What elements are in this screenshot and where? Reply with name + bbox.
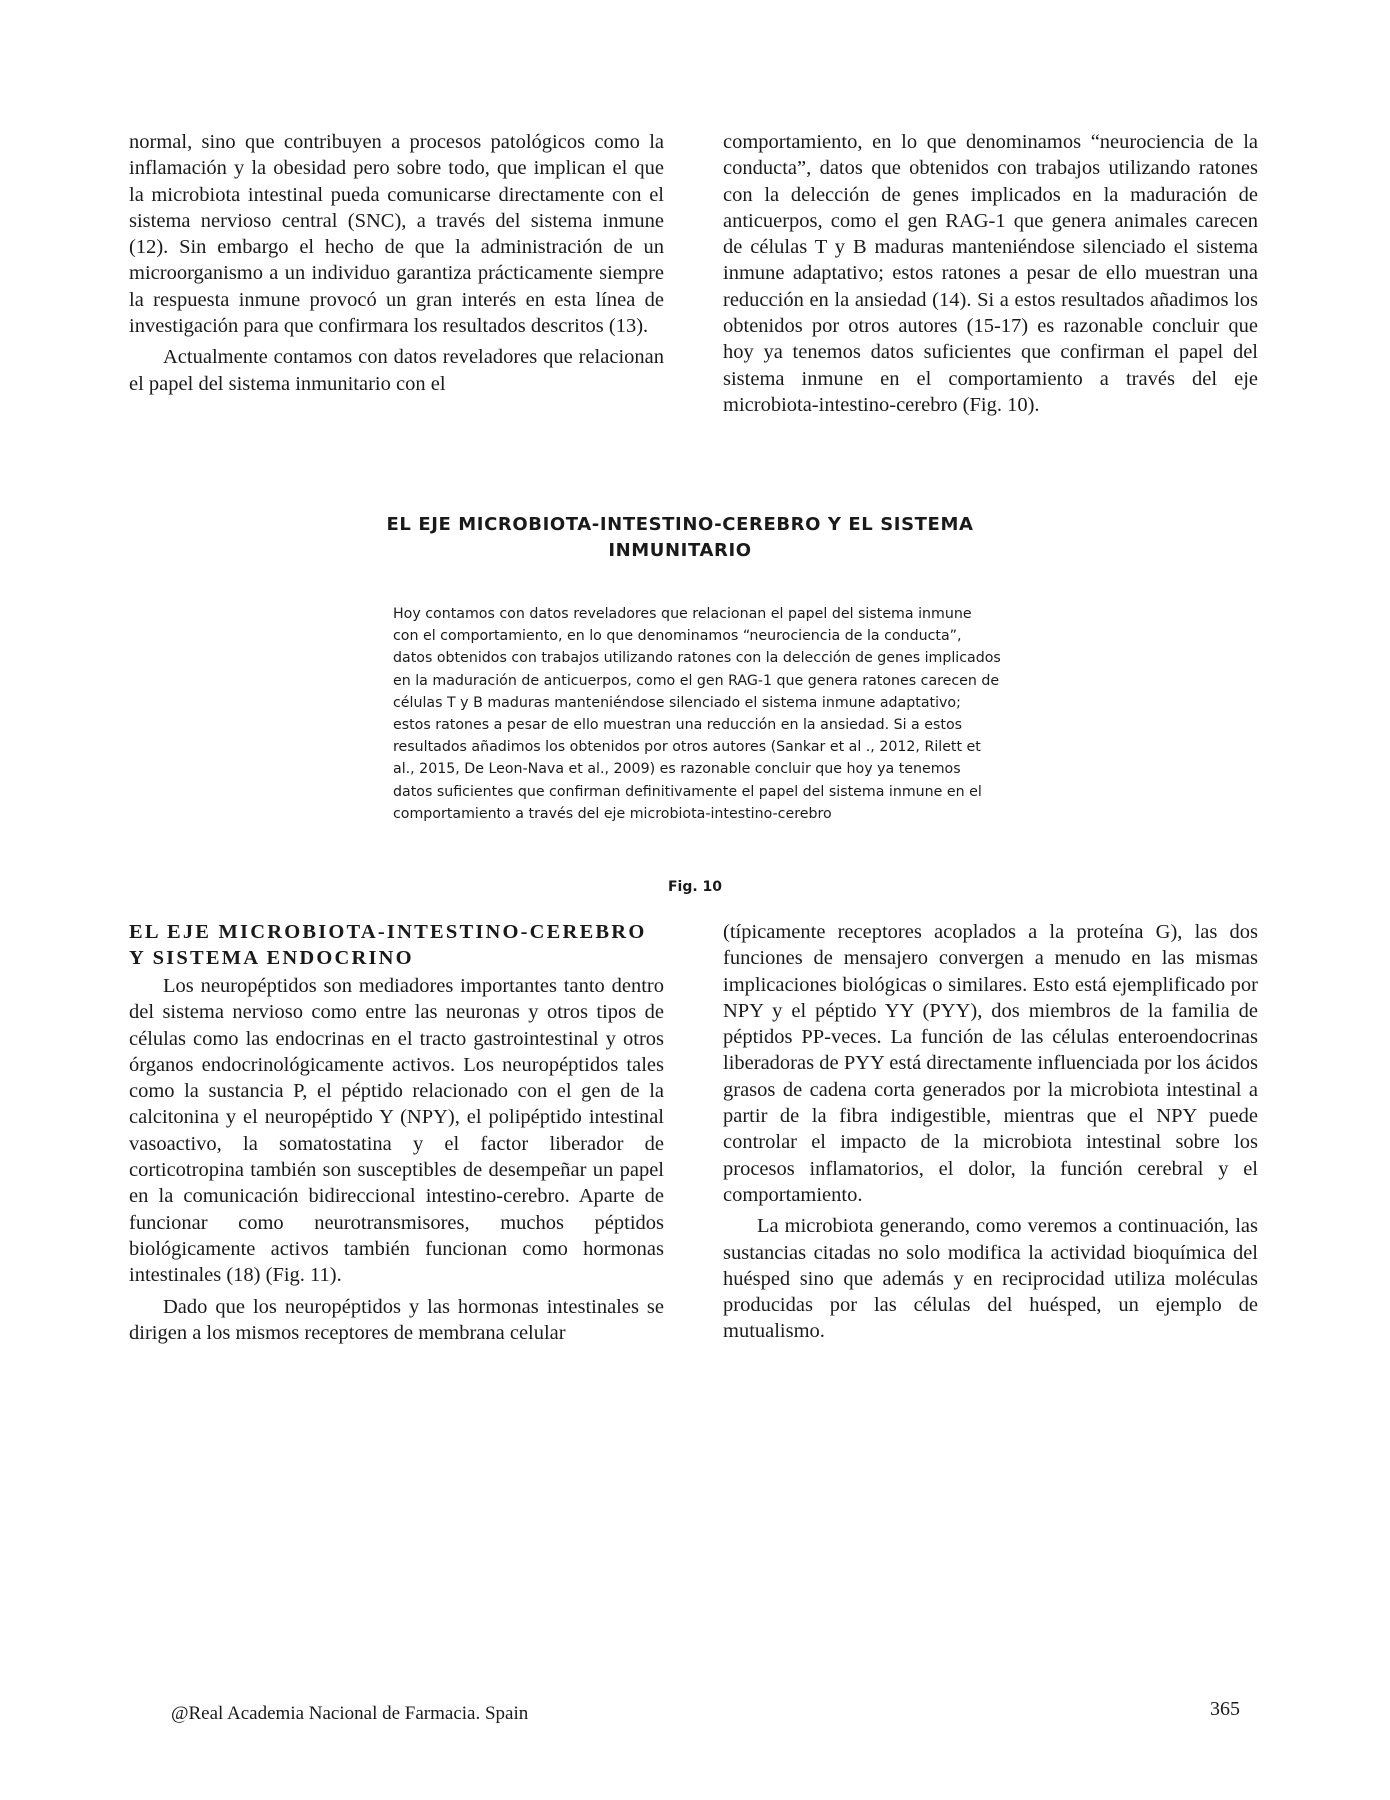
paragraph: Actualmente contamos con datos reveladores que relacionan el papel del sistema inmunitario con el xyxy=(129,346,664,395)
footer-copyright: @Real Academia Nacional de Farmacia. Spain xyxy=(171,1703,529,1724)
paragraph: Los neuropéptidos son mediadores importantes tanto dentro del sistema nervioso como entre las neuronas y otros tipos de células como las endocrinas en el tracto gastrointestinal y otros órganos endocrinológicamente activos. Los neuropéptidos tales como la sustancia P, el péptido relacionado con el gen de la calcitonina y el neuropéptido Y (NPY), el polipéptido intestinal vasoactivo, la somatostatina y el factor liberador de corticotropina también son susceptibles de desempeñar un papel en la comunicación bidireccional intestino-cerebro. Aparte de funcionar como neurotransmisores, muchos péptidos biológicamente activos también funcionan como hormonas intestinales (18) (Fig. 11). xyxy=(129,975,664,1287)
paragraph: Dado que los neuropéptidos y las hormonas intestinales se dirigen a los mismos receptores de membrana celular xyxy=(129,1295,664,1344)
paragraph: (típicamente receptores acoplados a la proteína G), las dos funciones de mensajero convergen a menudo en las mismas implicaciones biológicas o similares. Esto está ejemplificado por NPY y el péptido YY (PYY), dos miembros de la familia de péptidos PP-veces. La función de las células enteroendocrinas liberadoras de PYY está directamente influenciada por los ácidos grasos de cadena corta generados por la microbiota intestinal a partir de la fibra indigestible, mientras que el NPY puede controlar el impacto de la microbiota intestinal sobre los procesos inflamatorios, el dolor, la función cerebral y el comportamiento. xyxy=(723,921,1258,1206)
figure-title: EL EJE MICROBIOTA-INTESTINO-CEREBRO Y EL SISTEMA INMUNITARIO xyxy=(386,514,974,561)
bottom-left-column xyxy=(129,919,664,1346)
figure-10 xyxy=(380,512,1020,825)
paragraph: normal, sino que contribuyen a procesos patológicos como la inflamación y la obesidad pero sobre todo, que implican el que la microbiota intestinal pueda comunicarse directamente con el sistema nervioso central (SNC), a través del sistema inmune (12). Sin embargo el hecho de que la administración de un microorganismo a un individuo garantiza prácticamente siempre la respuesta inmune provocó un gran interés en esta línea de investigación para que confirmara los resultados descritos (13). xyxy=(129,131,664,338)
top-right-column xyxy=(723,129,1258,418)
figure-body-text: Hoy contamos con datos reveladores que relacionan el papel del sistema inmune con el comportamiento, en lo que denominamos “neurociencia de la conducta”, datos obtenidos con trabajos utilizando ratones con la delección de genes implicados en la maduración de anticuerpos, como el gen RAG-1 que genera ratones carecen de células T y B maduras manteniéndose silenciado el sistema inmune adaptativo; estos ratones a pesar de ello muestran una reducción en la ansiedad. Si a estos resultados añadimos los obtenidos por otros autores (Sankar et al ., 2012, Rilett et al., 2015, De Leon-Nava et al., 2009) es razonable concluir que hoy ya tenemos datos suficientes que confirman definitivamente el papel del sistema inmune en el comportamiento a través del eje microbiota-intestino-cerebro xyxy=(393,606,1001,822)
section-heading: EL EJE MICROBIOTA-INTESTINO-CEREBRO Y SISTEMA ENDOCRINO xyxy=(129,921,647,969)
page-number: 365 xyxy=(1210,1698,1240,1720)
top-left-column xyxy=(129,129,664,397)
figure-caption: Fig. 10 xyxy=(667,879,723,895)
paragraph: comportamiento, en lo que denominamos “neurociencia de la conducta”, datos que obtenidos con trabajos utilizando ratones con la delección de genes implicados en la maduración de anticuerpos, como el gen RAG-1 que genera animales carecen de células T y B maduras manteniéndose silenciado el sistema inmune adaptativo; estos ratones a pesar de ello muestran una reducción en la ansiedad (14). Si a estos resultados añadimos los obtenidos por otros autores (15-17) es razonable concluir que hoy ya tenemos datos suficientes que confirman el papel del sistema inmune en el comportamiento a través del eje microbiota-intestino-cerebro (Fig. 10). xyxy=(723,131,1258,416)
bottom-right-column xyxy=(723,919,1258,1345)
paragraph: La microbiota generando, como veremos a continuación, las sustancias citadas no solo modifica la actividad bioquímica del huésped sino que además y en reciprocidad utiliza moléculas producidas por las células del huésped, un ejemplo de mutualismo. xyxy=(723,1215,1258,1343)
